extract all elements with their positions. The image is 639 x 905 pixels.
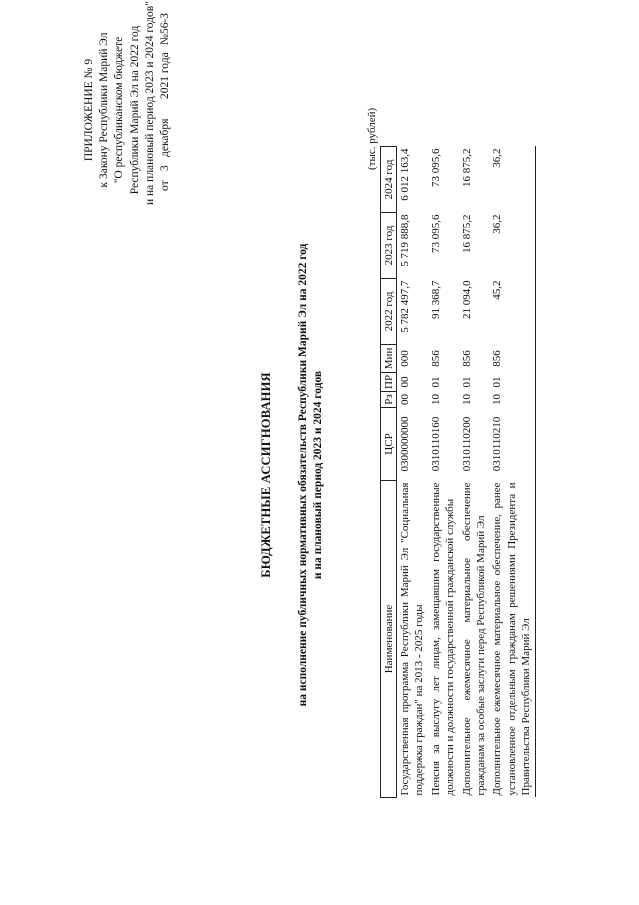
row-min: 856 <box>429 350 442 367</box>
header-2022: 2022 год <box>381 278 397 344</box>
row-2022: 45,2 <box>489 278 535 344</box>
row-2024: 36,2 <box>489 146 535 212</box>
row-name: Дополнительное ежемесячное материальное обеспечение, ранее установленное отдельным гражданам решениями Президента и Правительства Республики Марий Эл <box>489 481 535 798</box>
table-row <box>459 146 490 797</box>
row-2024: 16 875,2 <box>460 148 473 187</box>
table-row <box>428 146 459 797</box>
row-2023: 16 875,2 <box>460 214 473 253</box>
appendix-header <box>82 1 173 205</box>
header-name: Наименование <box>381 481 397 798</box>
appendix-law-title-3: и на плановый период 2023 и 2024 годов" <box>143 1 156 205</box>
row-name: Государственная программа Республики Марий Эл "Социальная поддержка граждан" на 2013 - 2025 годы <box>399 482 426 796</box>
subtitle-line-1: на исполнение публичных нормативных обязательств Республики Марий Эл на 2022 год <box>297 243 309 707</box>
row-csr: 0310110160 <box>429 416 442 472</box>
table-row <box>397 146 428 797</box>
row-csr: 0310110200 <box>460 416 473 472</box>
appendix-law-line: к Закону Республики Марий Эл <box>98 32 111 188</box>
law-number: №56-З <box>159 12 172 45</box>
date-from: от <box>159 180 172 191</box>
header-2023: 2023 год <box>381 212 397 278</box>
budget-table <box>380 146 536 798</box>
appendix-law-title-2: Республики Марий Эл на 2022 год <box>128 25 141 195</box>
row-min: 856 <box>489 344 535 372</box>
units-label: (тыс. рублей) <box>366 107 378 170</box>
row-2024: 73 095,6 <box>429 148 442 187</box>
row-csr: 0310110210 <box>489 408 535 481</box>
row-2022: 21 094,0 <box>460 280 473 319</box>
row-name: Пенсия за выслугу лет лицам, замещавшим государственные должности и должности государственной гражданской службы <box>429 482 457 796</box>
header-csr: ЦСР <box>381 408 397 481</box>
row-2023: 73 095,6 <box>429 214 442 253</box>
appendix-law-title-1: "О республиканском бюджете <box>113 36 126 184</box>
row-2022: 91 368,7 <box>429 280 442 319</box>
row-rz: 00 <box>399 394 411 405</box>
row-min: 000 <box>399 350 411 367</box>
header-pr: ПР <box>381 372 397 391</box>
document-title: БЮДЖЕТНЫЕ АССИГНОВАНИЯ <box>259 372 273 578</box>
row-pr: 01 <box>489 372 535 391</box>
row-rz: 10 <box>429 394 442 405</box>
row-pr: 01 <box>429 376 442 388</box>
row-rz: 10 <box>460 394 473 405</box>
row-pr: 00 <box>399 376 411 388</box>
row-pr: 01 <box>460 376 473 388</box>
appendix-date-line <box>158 12 173 205</box>
header-2024: 2024 год <box>381 146 397 212</box>
header-min: Мин <box>381 344 397 372</box>
header-rz: Рз <box>381 392 397 408</box>
date-month: декабря <box>159 118 172 157</box>
table-header-row <box>381 146 397 797</box>
date-year: 2021 года <box>159 52 172 99</box>
row-2022: 5 782 497,7 <box>399 280 411 333</box>
appendix-number: ПРИЛОЖЕНИЕ № 9 <box>83 58 95 162</box>
row-min: 856 <box>460 350 473 367</box>
row-2024: 6 012 163,4 <box>399 148 411 201</box>
document-subtitle <box>296 135 325 815</box>
row-2023: 5 719 888,8 <box>399 214 411 267</box>
row-name: Дополнительное ежемесячное материальное обеспечение гражданам за особые заслуги перед Республикой Марий Эл <box>460 482 488 796</box>
row-2023: 36,2 <box>489 212 535 278</box>
row-csr: 0300000000 <box>399 416 411 472</box>
row-rz: 10 <box>489 392 535 408</box>
table-row <box>489 146 535 797</box>
subtitle-line-2: и на плановый период 2023 и 2024 годов <box>311 370 324 580</box>
date-day: 3 <box>159 165 172 171</box>
